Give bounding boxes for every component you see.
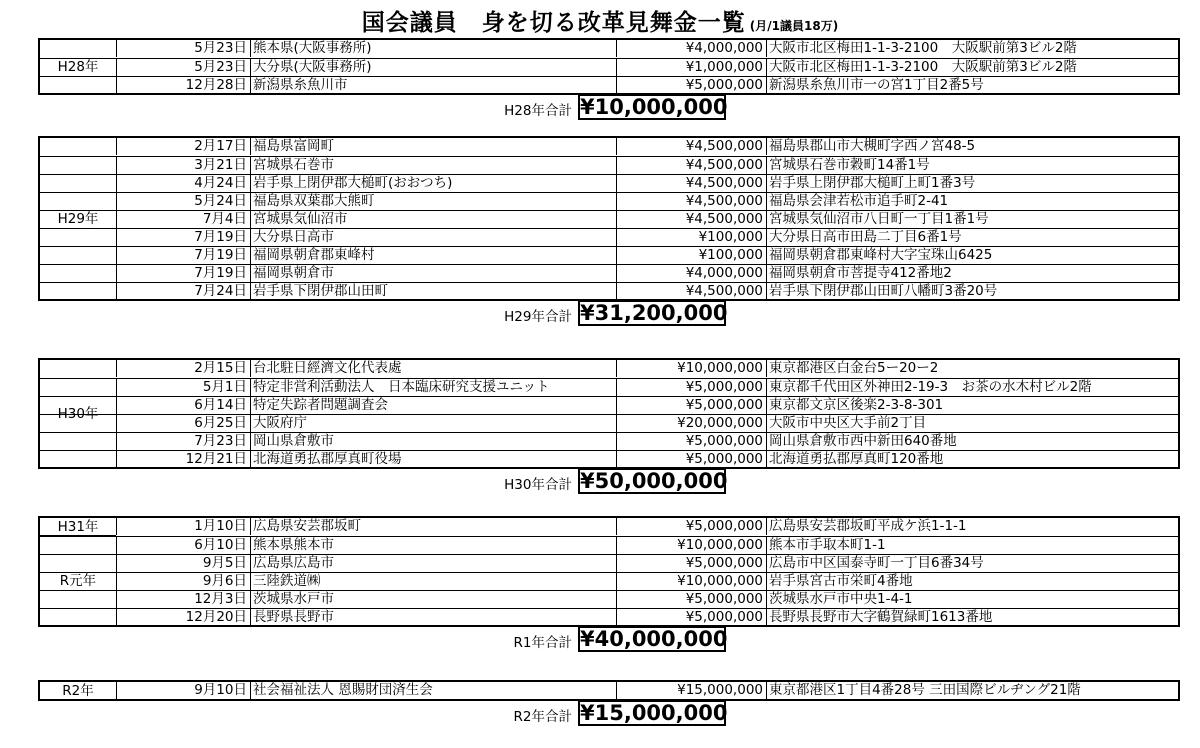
address-cell: 熊本市手取本町1-1	[766, 537, 1178, 554]
era-label: H29年	[57, 211, 99, 227]
amount-cell: ¥4,500,000	[616, 193, 766, 210]
total-label: R2年合計	[513, 709, 572, 725]
amount-cell: ¥5,000,000	[616, 379, 766, 396]
date-cell: 12月3日	[116, 591, 250, 608]
table-row	[40, 572, 1178, 590]
amount-cell: ¥100,000	[616, 247, 766, 264]
era-label: H28年	[57, 59, 99, 75]
total-label: H29年合計	[504, 309, 572, 325]
amount-cell: ¥5,000,000	[616, 518, 766, 535]
date-cell: 7月19日	[116, 247, 250, 264]
address-cell: 福岡県朝倉市菩提寺412番地2	[766, 265, 1178, 282]
section-table	[38, 38, 1180, 95]
era-label: H30年	[57, 406, 99, 422]
address-cell: 大分県日高市田島二丁目6番1号	[766, 229, 1178, 246]
table-row	[40, 228, 1178, 246]
amount-cell: ¥10,000,000	[616, 360, 766, 377]
recipient-cell: 台北駐日經濟文化代表處	[250, 360, 616, 377]
table-row	[40, 156, 1178, 174]
recipient-cell: 岩手県上閉伊郡大槌町(おおつち)	[250, 175, 616, 192]
address-cell: 茨城県水戸市中央1-4-1	[766, 591, 1178, 608]
table-row	[40, 192, 1178, 210]
amount-cell: ¥4,500,000	[616, 211, 766, 228]
amount-cell: ¥10,000,000	[616, 573, 766, 590]
date-cell: 9月6日	[116, 573, 250, 590]
recipient-cell: 茨城県水戸市	[250, 591, 616, 608]
date-cell: 7月24日	[116, 283, 250, 300]
total-amount: ¥10,000,000	[580, 95, 728, 119]
address-cell: 宮城県石巻市穀町14番1号	[766, 157, 1178, 174]
date-cell: 6月10日	[116, 537, 250, 554]
address-cell: 大阪市北区梅田1-1-3-2100 大阪駅前第3ビル2階	[766, 40, 1178, 57]
address-cell: 長野県長野市大字鶴賀緑町1613番地	[766, 609, 1178, 626]
address-cell: 岩手県宮古市栄町4番地	[766, 573, 1178, 590]
table-row	[40, 536, 1178, 554]
date-cell: 2月15日	[116, 360, 250, 377]
address-cell: 新潟県糸魚川市一の宮1丁目2番5号	[766, 77, 1178, 94]
date-cell: 7月19日	[116, 265, 250, 282]
amount-cell: ¥15,000,000	[616, 682, 766, 699]
amount-cell: ¥100,000	[616, 229, 766, 246]
recipient-cell: 熊本県熊本市	[250, 537, 616, 554]
recipient-cell: 宮城県気仙沼市	[250, 211, 616, 228]
amount-cell: ¥5,000,000	[616, 591, 766, 608]
date-cell: 9月10日	[116, 682, 250, 699]
address-cell: 宮城県気仙沼市八日町一丁目1番1号	[766, 211, 1178, 228]
table-row	[40, 554, 1178, 572]
table-row	[40, 450, 1178, 468]
date-cell: 7月19日	[116, 229, 250, 246]
date-cell: 9月5日	[116, 555, 250, 572]
title-subtitle: (月/1議員18万)	[749, 19, 839, 33]
total-amount: ¥31,200,000	[580, 301, 728, 325]
recipient-cell: 岩手県下閉伊郡山田町	[250, 283, 616, 300]
address-cell: 岡山県倉敷市西中新田640番地	[766, 433, 1178, 450]
address-cell: 東京都文京区後楽2-3-8-301	[766, 397, 1178, 414]
amount-cell: ¥4,500,000	[616, 138, 766, 155]
date-cell: 12月28日	[116, 77, 250, 94]
table-row	[40, 58, 1178, 76]
address-cell: 東京都港区1丁目4番28号 三田国際ビルヂング21階	[766, 682, 1178, 699]
date-cell: 12月20日	[116, 609, 250, 626]
total-label: R1年合計	[513, 635, 572, 651]
section-table	[38, 358, 1180, 469]
recipient-cell: 三陸鉄道㈱	[250, 573, 616, 590]
date-cell: 6月25日	[116, 415, 250, 432]
amount-cell: ¥10,000,000	[616, 537, 766, 554]
table-row	[40, 210, 1178, 228]
address-cell: 大阪市北区梅田1-1-3-2100 大阪駅前第3ビル2階	[766, 59, 1178, 76]
address-cell: 岩手県上閉伊郡大槌町上町1番3号	[766, 175, 1178, 192]
section-table	[38, 136, 1180, 301]
date-cell: 5月23日	[116, 59, 250, 76]
table-row	[40, 590, 1178, 608]
date-cell: 5月24日	[116, 193, 250, 210]
recipient-cell: 大分県(大阪事務所)	[250, 59, 616, 76]
era-label: R元年	[59, 573, 97, 589]
table-row	[40, 282, 1178, 300]
recipient-cell: 熊本県(大阪事務所)	[250, 40, 616, 57]
recipient-cell: 福島県双葉郡大熊町	[250, 193, 616, 210]
address-cell: 東京都千代田区外神田2-19-3 お茶の水木村ビル2階	[766, 379, 1178, 396]
amount-cell: ¥4,500,000	[616, 283, 766, 300]
amount-cell: ¥4,500,000	[616, 175, 766, 192]
table-row	[40, 174, 1178, 192]
table-row	[40, 396, 1178, 414]
date-cell: 12月21日	[116, 451, 250, 468]
era-label: H31年	[40, 518, 116, 536]
amount-cell: ¥4,000,000	[616, 40, 766, 57]
amount-cell: ¥5,000,000	[616, 609, 766, 626]
recipient-cell: 北海道勇払郡厚真町役場	[250, 451, 616, 468]
recipient-cell: 特定失踪者問題調査会	[250, 397, 616, 414]
recipient-cell: 新潟県糸魚川市	[250, 77, 616, 94]
recipient-cell: 広島県安芸郡坂町	[250, 518, 616, 535]
date-cell: 1月10日	[116, 518, 250, 535]
recipient-cell: 大阪府庁	[250, 415, 616, 432]
date-cell: 4月24日	[116, 175, 250, 192]
table-row	[40, 608, 1178, 626]
address-cell: 岩手県下閉伊郡山田町八幡町3番20号	[766, 283, 1178, 300]
table-row	[40, 518, 1178, 536]
recipient-cell: 福岡県朝倉市	[250, 265, 616, 282]
amount-cell: ¥4,000,000	[616, 265, 766, 282]
address-cell: 広島県安芸郡坂町平成ケ浜1-1-1	[766, 518, 1178, 535]
address-cell: 東京都港区白金台5ー20ー2	[766, 360, 1178, 377]
era-label: R2年	[62, 683, 94, 699]
table-row	[40, 682, 1178, 700]
amount-cell: ¥4,500,000	[616, 157, 766, 174]
address-cell: 広島市中区国泰寺町一丁目6番34号	[766, 555, 1178, 572]
address-cell: 大阪市中央区大手前2丁目	[766, 415, 1178, 432]
recipient-cell: 福島県富岡町	[250, 138, 616, 155]
table-row	[40, 360, 1178, 378]
section-table	[38, 516, 1180, 627]
section-table	[38, 680, 1180, 701]
date-cell: 6月14日	[116, 397, 250, 414]
total-label: H30年合計	[504, 477, 572, 493]
amount-cell: ¥1,000,000	[616, 59, 766, 76]
title-main: 国会議員 身を切る改革見舞金一覧	[361, 10, 746, 36]
recipient-cell: 長野県長野市	[250, 609, 616, 626]
table-row	[40, 76, 1178, 94]
recipient-cell: 大分県日高市	[250, 229, 616, 246]
amount-cell: ¥5,000,000	[616, 77, 766, 94]
date-cell: 5月23日	[116, 40, 250, 57]
recipient-cell: 福岡県朝倉郡東峰村	[250, 247, 616, 264]
recipient-cell: 宮城県石巻市	[250, 157, 616, 174]
table-row	[40, 378, 1178, 396]
table-row	[40, 432, 1178, 450]
recipient-cell: 社会福祉法人 恩賜財団済生会	[250, 682, 616, 699]
total-amount: ¥50,000,000	[580, 469, 728, 493]
date-cell: 7月4日	[116, 211, 250, 228]
date-cell: 5月1日	[116, 379, 250, 396]
address-cell: 北海道勇払郡厚真町120番地	[766, 451, 1178, 468]
address-cell: 福島県郡山市大槻町字西ノ宮48-5	[766, 138, 1178, 155]
amount-cell: ¥5,000,000	[616, 397, 766, 414]
amount-cell: ¥5,000,000	[616, 555, 766, 572]
table-row	[40, 264, 1178, 282]
total-amount: ¥15,000,000	[580, 701, 728, 725]
date-cell: 3月21日	[116, 157, 250, 174]
amount-cell: ¥5,000,000	[616, 433, 766, 450]
table-row	[40, 246, 1178, 264]
table-row	[40, 138, 1178, 156]
amount-cell: ¥5,000,000	[616, 451, 766, 468]
address-cell: 福岡県朝倉郡東峰村大字宝珠山6425	[766, 247, 1178, 264]
total-amount: ¥40,000,000	[580, 627, 728, 651]
total-label: H28年合計	[504, 103, 572, 119]
address-cell: 福島県会津若松市追手町2-41	[766, 193, 1178, 210]
table-row	[40, 414, 1178, 432]
recipient-cell: 特定非営利活動法人 日本臨床研究支援ユニット	[250, 379, 616, 396]
recipient-cell: 広島県広島市	[250, 555, 616, 572]
amount-cell: ¥20,000,000	[616, 415, 766, 432]
document-title	[0, 4, 1200, 36]
recipient-cell: 岡山県倉敷市	[250, 433, 616, 450]
date-cell: 2月17日	[116, 138, 250, 155]
date-cell: 7月23日	[116, 433, 250, 450]
table-row	[40, 40, 1178, 58]
